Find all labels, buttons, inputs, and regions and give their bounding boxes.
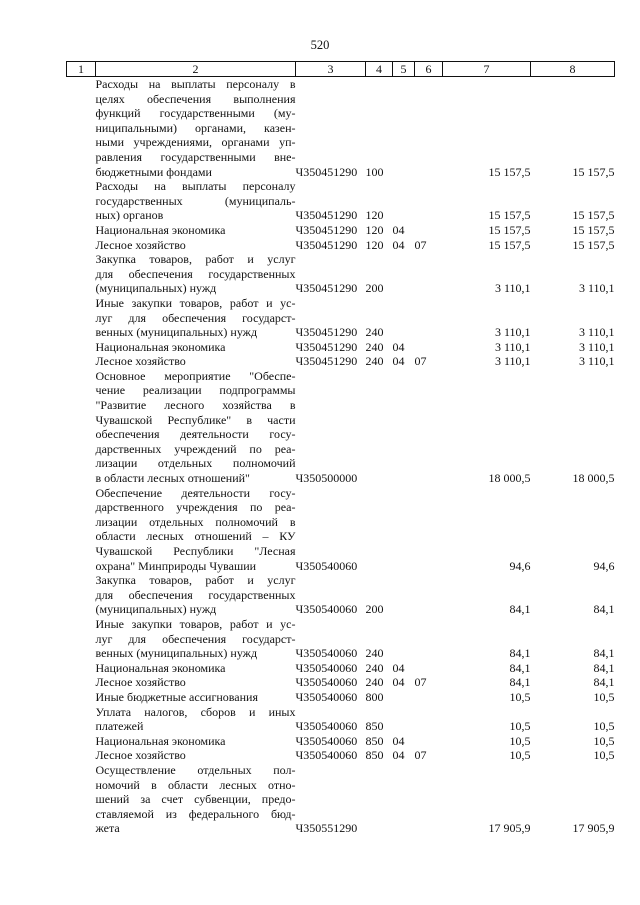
column-header: 4	[366, 62, 393, 77]
item-name-line: Лесное хозяйство	[95, 748, 186, 763]
section-cell	[393, 617, 415, 661]
row-number-cell	[67, 486, 96, 574]
expense-type-cell: 850	[365, 733, 384, 748]
item-name-line: ставляемой из федерального бюд-	[95, 806, 296, 821]
subsection-cell	[415, 486, 443, 574]
section-cell	[393, 690, 415, 705]
expense-type-cell: 120	[365, 208, 384, 223]
item-name-line: Лесное хозяйство	[95, 354, 186, 369]
item-name-line: номочий в области лесных отно-	[95, 777, 296, 792]
target-code-cell: Ч350451290	[295, 281, 358, 296]
target-code-cell: Ч350540060	[295, 719, 358, 734]
item-name-line: Обеспечение деятельности госу-	[95, 485, 296, 500]
row-number-cell	[67, 617, 96, 661]
subsection-cell	[415, 223, 443, 238]
amount-year2-cell: 94,6	[593, 558, 615, 573]
section-cell	[393, 705, 415, 734]
item-name-line: Национальная экономика	[95, 222, 226, 237]
item-name-line: Расходы на выплаты персоналу в	[95, 77, 296, 91]
table-row	[67, 617, 615, 661]
table-row	[67, 369, 615, 486]
item-name-line: шений за счет субвенции, предо-	[95, 792, 296, 807]
item-name-cell	[96, 179, 296, 223]
column-header: 6	[415, 62, 443, 77]
table-row	[67, 486, 615, 574]
expense-type-cell: 120	[365, 237, 384, 252]
subsection-cell	[415, 340, 443, 355]
item-name-line: ных) органов	[95, 208, 164, 223]
target-code-cell: Ч350451290	[295, 164, 358, 179]
expense-type-cell: 240	[365, 325, 384, 340]
item-name-line: бюджетными фондами	[95, 164, 212, 179]
item-name-line: Основное мероприятие "Обеспе-	[95, 368, 296, 383]
item-name-cell	[96, 238, 296, 253]
column-header: 5	[393, 62, 415, 77]
item-name-line: чение реализации подпрограммы	[95, 383, 296, 398]
expense-type-cell: 200	[365, 281, 384, 296]
target-code-cell: Ч350500000	[295, 471, 358, 486]
target-code-cell: Ч350540060	[295, 602, 358, 617]
item-name-line: Расходы на выплаты персоналу	[95, 179, 296, 194]
amount-year1-cell: 10,5	[509, 719, 531, 734]
subsection-cell	[415, 661, 443, 676]
row-number-cell	[67, 340, 96, 355]
expense-type-cell	[366, 763, 393, 836]
table-row	[67, 661, 615, 676]
amount-year1-cell: 18 000,5	[488, 471, 531, 486]
row-number-cell	[67, 252, 96, 296]
item-name-line: Национальная экономика	[95, 733, 226, 748]
amount-year1-cell: 15 157,5	[488, 237, 531, 252]
item-name-cell	[96, 77, 296, 180]
amount-year1-cell: 84,1	[509, 675, 531, 690]
subsection-cell: 07	[414, 748, 427, 763]
target-code-cell: Ч350540060	[295, 675, 358, 690]
item-name-cell	[96, 573, 296, 617]
section-cell: 04	[392, 733, 405, 748]
subsection-cell: 07	[414, 675, 427, 690]
section-cell	[393, 763, 415, 836]
subsection-cell	[415, 252, 443, 296]
item-name-cell	[96, 296, 296, 340]
amount-year1-cell: 84,1	[509, 602, 531, 617]
subsection-cell	[415, 573, 443, 617]
subsection-cell	[415, 77, 443, 180]
amount-year1-cell: 3 110,1	[494, 339, 531, 354]
section-cell	[393, 573, 415, 617]
section-cell: 04	[392, 675, 405, 690]
item-name-line: платежей	[95, 719, 144, 734]
item-name-cell	[96, 223, 296, 238]
expense-type-cell	[366, 369, 393, 486]
item-name-line: Национальная экономика	[95, 660, 226, 675]
target-code-cell: Ч350451290	[295, 339, 358, 354]
item-name-line: Уплата налогов, сборов и иных	[95, 704, 296, 719]
amount-year2-cell: 3 110,1	[578, 354, 615, 369]
amount-year2-cell: 15 157,5	[572, 164, 615, 179]
table-row	[67, 223, 615, 238]
row-number-cell	[67, 734, 96, 749]
target-code-cell: Ч350551290	[295, 821, 358, 836]
expense-type-cell	[366, 486, 393, 574]
item-name-line: равления государственными вне-	[95, 149, 296, 164]
target-code-cell: Ч350451290	[295, 208, 358, 223]
item-name-line: Иные закупки товаров, работ и ус-	[95, 616, 296, 631]
table-body	[67, 77, 615, 836]
amount-year1-cell: 17 905,9	[488, 821, 531, 836]
item-name-line: Закупка товаров, работ и услуг	[95, 573, 296, 588]
item-name-cell	[96, 690, 296, 705]
subsection-cell: 07	[414, 237, 427, 252]
item-name-cell	[96, 340, 296, 355]
table-row	[67, 734, 615, 749]
item-name-cell	[96, 354, 296, 369]
target-code-cell: Ч350451290	[295, 354, 358, 369]
subsection-cell	[415, 296, 443, 340]
item-name-line: (муниципальных) нужд	[95, 281, 217, 296]
item-name-line: для обеспечения государственных	[95, 266, 296, 281]
item-name-cell	[96, 734, 296, 749]
row-number-cell	[67, 675, 96, 690]
table-row	[67, 675, 615, 690]
item-name-line: луг для обеспечения государст-	[95, 310, 296, 325]
column-header: 7	[443, 62, 531, 77]
expense-type-cell: 850	[365, 719, 384, 734]
item-name-line: функций государственными (му-	[95, 106, 296, 121]
subsection-cell	[415, 690, 443, 705]
section-cell: 04	[392, 748, 405, 763]
section-cell	[393, 179, 415, 223]
row-number-cell	[67, 369, 96, 486]
table-row	[67, 340, 615, 355]
amount-year2-cell: 15 157,5	[572, 222, 615, 237]
amount-year2-cell: 84,1	[593, 646, 615, 661]
amount-year1-cell: 3 110,1	[494, 281, 531, 296]
item-name-line: "Развитие лесного хозяйства в	[95, 398, 296, 413]
expense-type-cell: 240	[365, 339, 384, 354]
item-name-line: Иные закупки товаров, работ и ус-	[95, 295, 296, 310]
item-name-line: Чувашской Республике" в части	[95, 412, 296, 427]
section-cell: 04	[392, 354, 405, 369]
expense-type-cell: 240	[365, 675, 384, 690]
item-name-line: Чувашской Республики "Лесная	[95, 544, 296, 558]
target-code-cell: Ч350451290	[295, 237, 358, 252]
section-cell: 04	[392, 237, 405, 252]
column-header: 2	[96, 62, 296, 77]
item-name-line: лизации отдельных полномочий	[95, 456, 296, 471]
expense-type-cell: 120	[365, 222, 384, 237]
target-code-cell: Ч350540060	[295, 689, 358, 704]
column-header: 1	[67, 62, 96, 77]
item-name-line: ниципальными) органами, казен-	[95, 120, 296, 135]
item-name-line: ными учреждениями, органами уп-	[95, 135, 296, 150]
column-header: 8	[531, 62, 615, 77]
amount-year1-cell: 94,6	[509, 558, 531, 573]
item-name-cell	[96, 486, 296, 574]
table-row	[67, 748, 615, 763]
expense-type-cell: 800	[365, 689, 384, 704]
target-code-cell: Ч350451290	[295, 222, 358, 237]
item-name-line: для обеспечения государственных	[95, 587, 296, 602]
section-cell	[393, 369, 415, 486]
item-name-line: целях обеспечения выполнения	[95, 91, 296, 106]
section-cell: 04	[392, 660, 405, 675]
expense-type-cell: 240	[365, 660, 384, 675]
row-number-cell	[67, 705, 96, 734]
amount-year2-cell: 10,5	[593, 748, 615, 763]
item-name-cell	[96, 617, 296, 661]
subsection-cell	[415, 763, 443, 836]
subsection-cell: 07	[414, 354, 427, 369]
subsection-cell	[415, 617, 443, 661]
target-code-cell: Ч350540060	[295, 660, 358, 675]
target-code-cell: Ч350540060	[295, 733, 358, 748]
amount-year1-cell: 10,5	[509, 733, 531, 748]
expense-type-cell: 240	[365, 354, 384, 369]
row-number-cell	[67, 354, 96, 369]
item-name-cell	[96, 705, 296, 734]
amount-year2-cell: 3 110,1	[578, 325, 615, 340]
expense-type-cell: 850	[365, 748, 384, 763]
expense-type-cell: 240	[365, 646, 384, 661]
amount-year2-cell: 3 110,1	[578, 339, 615, 354]
amount-year1-cell: 10,5	[509, 689, 531, 704]
table-row	[67, 77, 615, 180]
item-name-line: венных (муниципальных) нужд	[95, 325, 258, 340]
section-cell	[393, 252, 415, 296]
table-row	[67, 252, 615, 296]
row-number-cell	[67, 763, 96, 836]
amount-year2-cell: 84,1	[593, 675, 615, 690]
expense-type-cell: 200	[365, 602, 384, 617]
amount-year1-cell: 10,5	[509, 748, 531, 763]
target-code-cell: Ч350451290	[295, 325, 358, 340]
item-name-line: дарственного учреждения по реа-	[95, 500, 296, 515]
amount-year2-cell: 84,1	[593, 660, 615, 675]
item-name-line: Осуществление отдельных пол-	[95, 762, 296, 777]
item-name-cell	[96, 661, 296, 676]
item-name-cell	[96, 675, 296, 690]
section-cell	[393, 486, 415, 574]
subsection-cell	[415, 705, 443, 734]
row-number-cell	[67, 77, 96, 180]
section-cell	[393, 296, 415, 340]
row-number-cell	[67, 690, 96, 705]
table-row	[67, 179, 615, 223]
table-header-row	[67, 62, 615, 77]
row-number-cell	[67, 661, 96, 676]
item-name-line: области лесных отношений – КУ	[95, 529, 296, 544]
item-name-cell	[96, 763, 296, 836]
amount-year1-cell: 15 157,5	[488, 208, 531, 223]
amount-year1-cell: 15 157,5	[488, 222, 531, 237]
amount-year2-cell: 10,5	[593, 689, 615, 704]
amount-year2-cell: 15 157,5	[572, 208, 615, 223]
subsection-cell	[415, 179, 443, 223]
target-code-cell: Ч350540060	[295, 646, 358, 661]
table-row	[67, 690, 615, 705]
target-code-cell: Ч350540060	[295, 748, 358, 763]
item-name-line: (муниципальных) нужд	[95, 602, 217, 617]
amount-year1-cell: 84,1	[509, 646, 531, 661]
column-header: 3	[296, 62, 366, 77]
row-number-cell	[67, 179, 96, 223]
amount-year1-cell: 84,1	[509, 660, 531, 675]
amount-year2-cell: 10,5	[593, 733, 615, 748]
table-row	[67, 238, 615, 253]
item-name-line: Закупка товаров, работ и услуг	[95, 252, 296, 267]
row-number-cell	[67, 223, 96, 238]
item-name-line: жета	[95, 821, 120, 836]
item-name-line: государственных (муниципаль-	[95, 193, 296, 208]
amount-year1-cell: 3 110,1	[494, 325, 531, 340]
item-name-line: Национальная экономика	[95, 339, 226, 354]
amount-year2-cell: 3 110,1	[578, 281, 615, 296]
table-row	[67, 354, 615, 369]
item-name-line: обеспечения деятельности госу-	[95, 427, 296, 442]
item-name-line: венных (муниципальных) нужд	[95, 646, 258, 661]
item-name-line: Лесное хозяйство	[95, 237, 186, 252]
amount-year2-cell: 84,1	[593, 602, 615, 617]
subsection-cell	[415, 734, 443, 749]
item-name-cell	[96, 369, 296, 486]
row-number-cell	[67, 238, 96, 253]
item-name-line: дарственных учреждений по реа-	[95, 441, 296, 456]
item-name-line: лизации отдельных полномочий в	[95, 514, 296, 529]
row-number-cell	[67, 573, 96, 617]
item-name-line: охрана" Минприроды Чувашии	[95, 558, 257, 573]
budget-table	[66, 61, 615, 836]
amount-year1-cell: 15 157,5	[488, 164, 531, 179]
page-number: 520	[310, 38, 330, 52]
amount-year2-cell: 10,5	[593, 719, 615, 734]
item-name-line: Лесное хозяйство	[95, 675, 186, 690]
target-code-cell: Ч350540060	[295, 558, 358, 573]
row-number-cell	[67, 296, 96, 340]
table-row	[67, 573, 615, 617]
amount-year2-cell: 18 000,5	[572, 471, 615, 486]
amount-year2-cell: 17 905,9	[572, 821, 615, 836]
table-row	[67, 296, 615, 340]
subsection-cell	[415, 369, 443, 486]
section-cell	[393, 77, 415, 180]
amount-year1-cell: 3 110,1	[494, 354, 531, 369]
item-name-line: в области лесных отношений"	[95, 471, 250, 486]
amount-year2-cell: 15 157,5	[572, 237, 615, 252]
item-name-cell	[96, 252, 296, 296]
section-cell: 04	[392, 339, 405, 354]
item-name-cell	[96, 748, 296, 763]
table-row	[67, 763, 615, 836]
table-row	[67, 705, 615, 734]
row-number-cell	[67, 748, 96, 763]
item-name-line: Иные бюджетные ассигнования	[95, 689, 258, 704]
expense-type-cell: 100	[365, 164, 384, 179]
item-name-line: луг для обеспечения государст-	[95, 631, 296, 646]
section-cell: 04	[392, 222, 405, 237]
